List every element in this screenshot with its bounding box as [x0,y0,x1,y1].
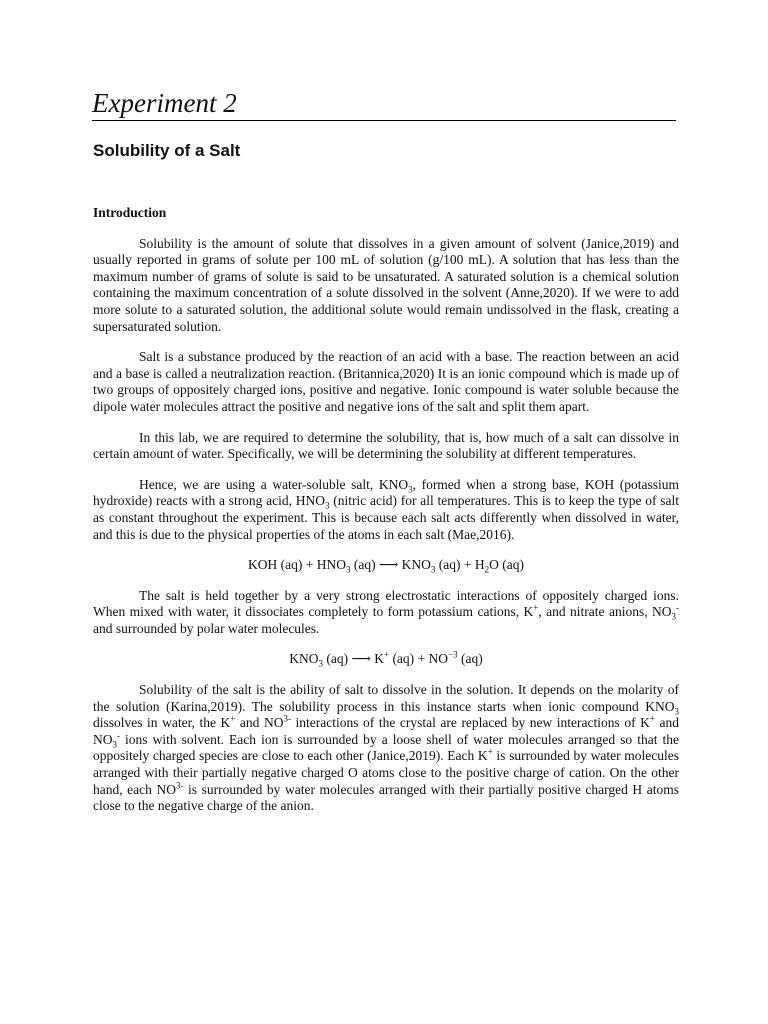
eq2-text-4: (aq) [457,651,483,667]
paragraph-3: In this lab, we are required to determine the solubility, that is, how much of a salt can dissolve in certain amount of water. Specifically, we will be determining the solubility at different temperatures. [93,429,679,462]
p6-sup-f: + [487,746,493,757]
eq1-text-4: O (aq) [489,557,525,573]
p6-sup-g: 3- [175,780,184,791]
p6-text-e: and NO [93,715,680,747]
paragraph-4 [93,477,679,543]
p5-text-b: , and nitrate anions, NO [538,604,672,620]
eq1-sub-3: 2 [484,564,490,575]
p6-sup-e: - [117,730,120,741]
p6-text-h: is surrounded by water molecules arranged with their partially positive charged H atoms close to the negative charge of the anion. [93,781,679,814]
p6-text-b: dissolves in water, the K [93,715,231,731]
eq1-sub-1: 3 [345,564,351,575]
eq2-text-1: KNO [289,651,319,667]
eq2-text-2: (aq) ⟶ K [323,651,384,667]
p4-text-c: (nitric acid) for all temperatures. This is to keep the type of salt as constant throughout the experiment. This is because each salt acts differently when dissolved in water, and this is due to the physical properties of the atoms in each salt (Mae,2016). [93,493,680,542]
eq2-sub-1: 3 [318,659,324,670]
eq2-text-3: (aq) + NO [389,651,449,667]
eq2-sup-1: + [383,649,390,660]
p6-sub-e: 3 [112,739,117,750]
p6-text-f: ions with solvent. Each ion is surrounded by a loose shell of water molecules arranged so that the oppositely charged species are close to each other (Janice,2019). Each K [93,731,679,764]
p5-sub-b: 3 [671,611,676,622]
p6-sup-c: 3- [283,713,291,724]
equation-neutralization [93,557,679,574]
p4-subscript-a: 3 [408,484,413,495]
eq1-text-1: KOH (aq) + HNO [247,557,346,573]
p4-subscript-b: 3 [325,501,330,511]
experiment-title: Experiment 2 [92,88,237,118]
p6-text-d: interactions of the crystal are replaced by new interactions of K [290,715,650,731]
eq1-sub-2: 3 [430,564,436,575]
p5-text-a: The salt is held together by a very strong electrostatic interactions of oppositely charged ions. When mixed with water, it dissociates completely to form potassium cations, K [93,587,679,620]
p6-sup-d: + [649,713,655,724]
paragraph-5 [93,588,679,638]
paragraph-6 [93,682,679,815]
p6-sup-b: + [230,713,236,724]
p5-sup-a: + [533,602,539,613]
eq1-text-2: (aq) ⟶ KNO [350,557,431,573]
p6-text-a: Solubility of the salt is the ability of salt to dissolve in the solution. It depends on the molarity of the solution (Karina,2019). The solubility process in this instance starts when ionic compound KNO [93,682,679,714]
title-rule [92,120,676,121]
p6-text-g: is surrounded by water molecules arranged with their partially negative charged O atoms close to the positive charge of cation. On the other hand, each NO [93,748,680,797]
section-title: Solubility of a Salt [93,141,241,160]
p6-text-c: and NO [235,715,284,731]
introduction-heading: Introduction [93,205,167,220]
p5-sup-b: - [676,602,679,613]
paragraph-1: Solubility is the amount of solute that dissolves in a given amount of solvent (Janice,2019) and usually reported in grams of solute per 100 mL of solution (g/100 mL). A solution that has less than the maximum number of grams of solute is said to be unsaturated. A saturated solution is a chemical solution containing the maximum concentration of a solute dissolved in the solvent (Anne,2020). If we were to add more solute to a saturated solution, the additional solute would remain undissolved in the flask, creating a supersaturated solution. [93,235,679,334]
document-body [93,205,679,829]
paragraph-2: Salt is a substance produced by the reaction of an acid with a base. The reaction between an acid and a base is called a neutralization reaction. (Britannica,2020) It is an ionic compound which is made up of two groups of oppositely charged ions, positive and negative. Ionic compound is water soluble because the dipole water molecules attract the positive and negative ions of the salt and split them apart. [93,349,679,414]
p6-sub-a: 3 [674,706,679,717]
eq2-sup-2: −3 [448,649,458,660]
p4-text-a: Hence, we are using a water-soluble salt, KNO [139,476,409,492]
equation-dissociation [93,651,679,668]
eq1-text-3: (aq) + H [435,557,485,573]
p4-text-b: , formed when a strong base, KOH (potassium hydroxide) reacts with a strong acid, HNO [93,476,679,509]
p5-text-c: and surrounded by polar water molecules. [93,620,320,636]
